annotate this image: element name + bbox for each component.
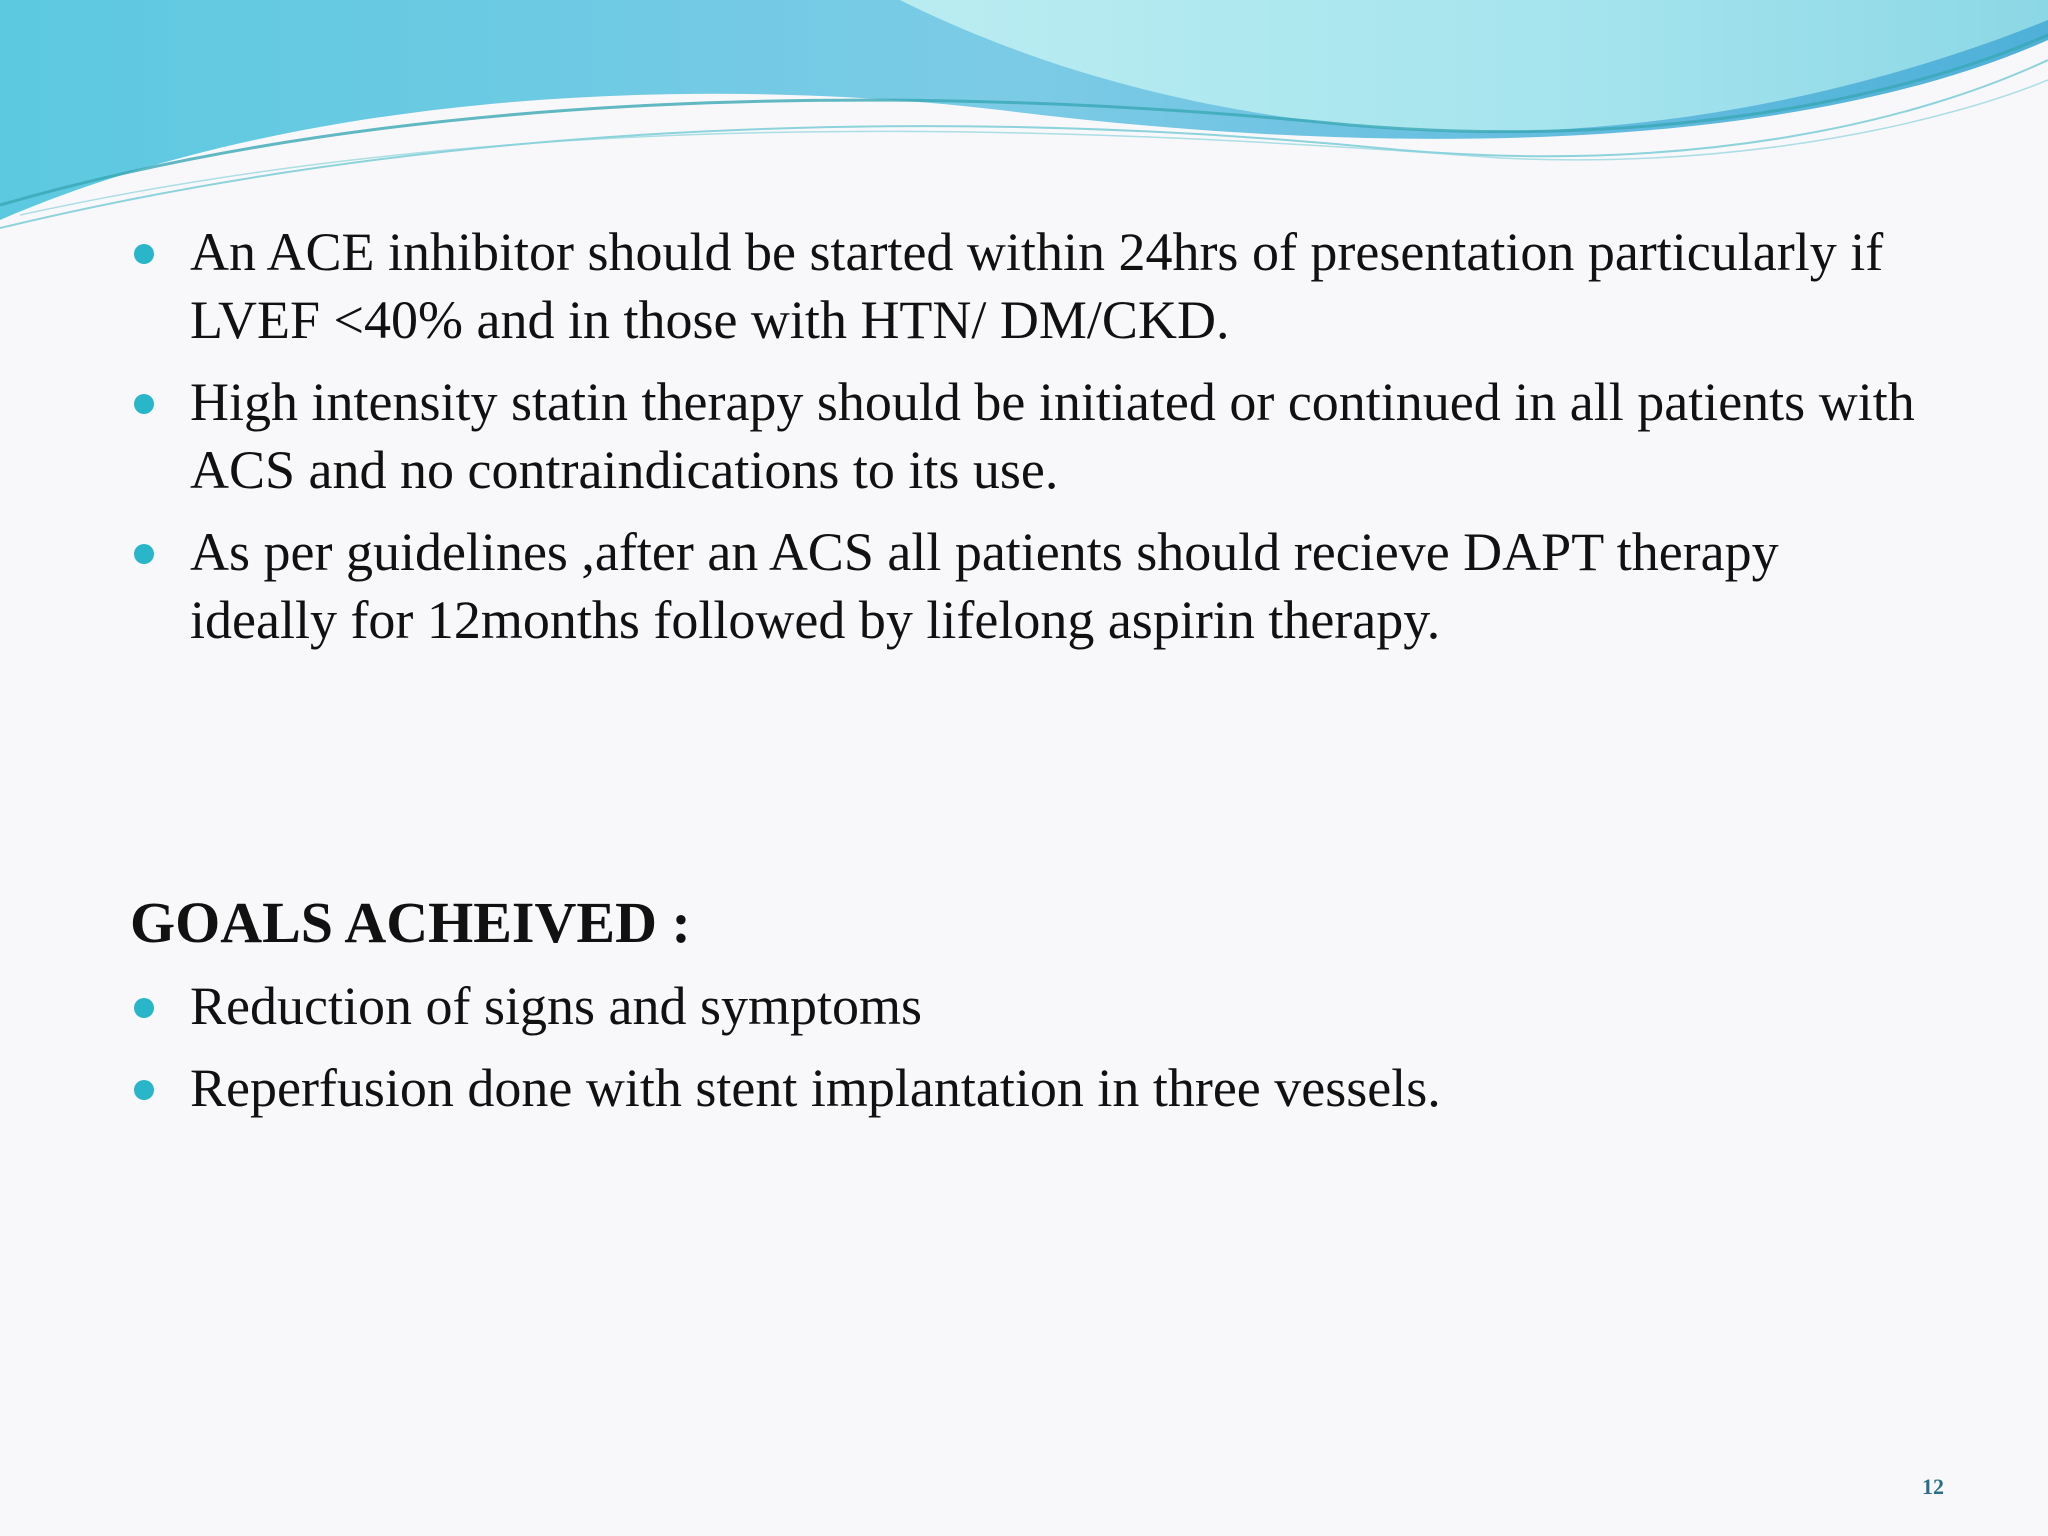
goals-bullet-list [130, 972, 1930, 1136]
main-bullet-list [130, 218, 1930, 668]
bullet-dot-icon [134, 244, 154, 264]
bullet-ace-inhibitor [130, 218, 1930, 354]
bullet-dot-icon [134, 544, 154, 564]
goal-item-symptoms [130, 972, 1930, 1040]
goal-text: Reperfusion done with stent implantation in three vessels. [190, 1058, 1441, 1118]
bullet-text: As per guidelines ,after an ACS all patients should recieve DAPT therapy ideally for 12months followed by lifelong aspirin therapy. [190, 522, 1779, 650]
goal-text: Reduction of signs and symptoms [190, 976, 922, 1036]
bullet-dot-icon [134, 1080, 154, 1100]
bullet-text: An ACE inhibitor should be started within 24hrs of presentation particularly if LVEF <40% and in those with HTN/ DM/CKD. [190, 222, 1884, 350]
bullet-dot-icon [134, 998, 154, 1018]
page-number: 12 [1922, 1474, 1944, 1499]
bullet-dot-icon [134, 394, 154, 414]
bullet-dapt-therapy [130, 518, 1930, 654]
goal-item-reperfusion [130, 1054, 1930, 1122]
bullet-statin-therapy [130, 368, 1930, 504]
bullet-text: High intensity statin therapy should be initiated or continued in all patients with ACS and no contraindications to its use. [190, 372, 1915, 500]
header-wave-decoration [0, 0, 2048, 240]
goals-heading: GOALS ACHEIVED : [130, 890, 691, 955]
